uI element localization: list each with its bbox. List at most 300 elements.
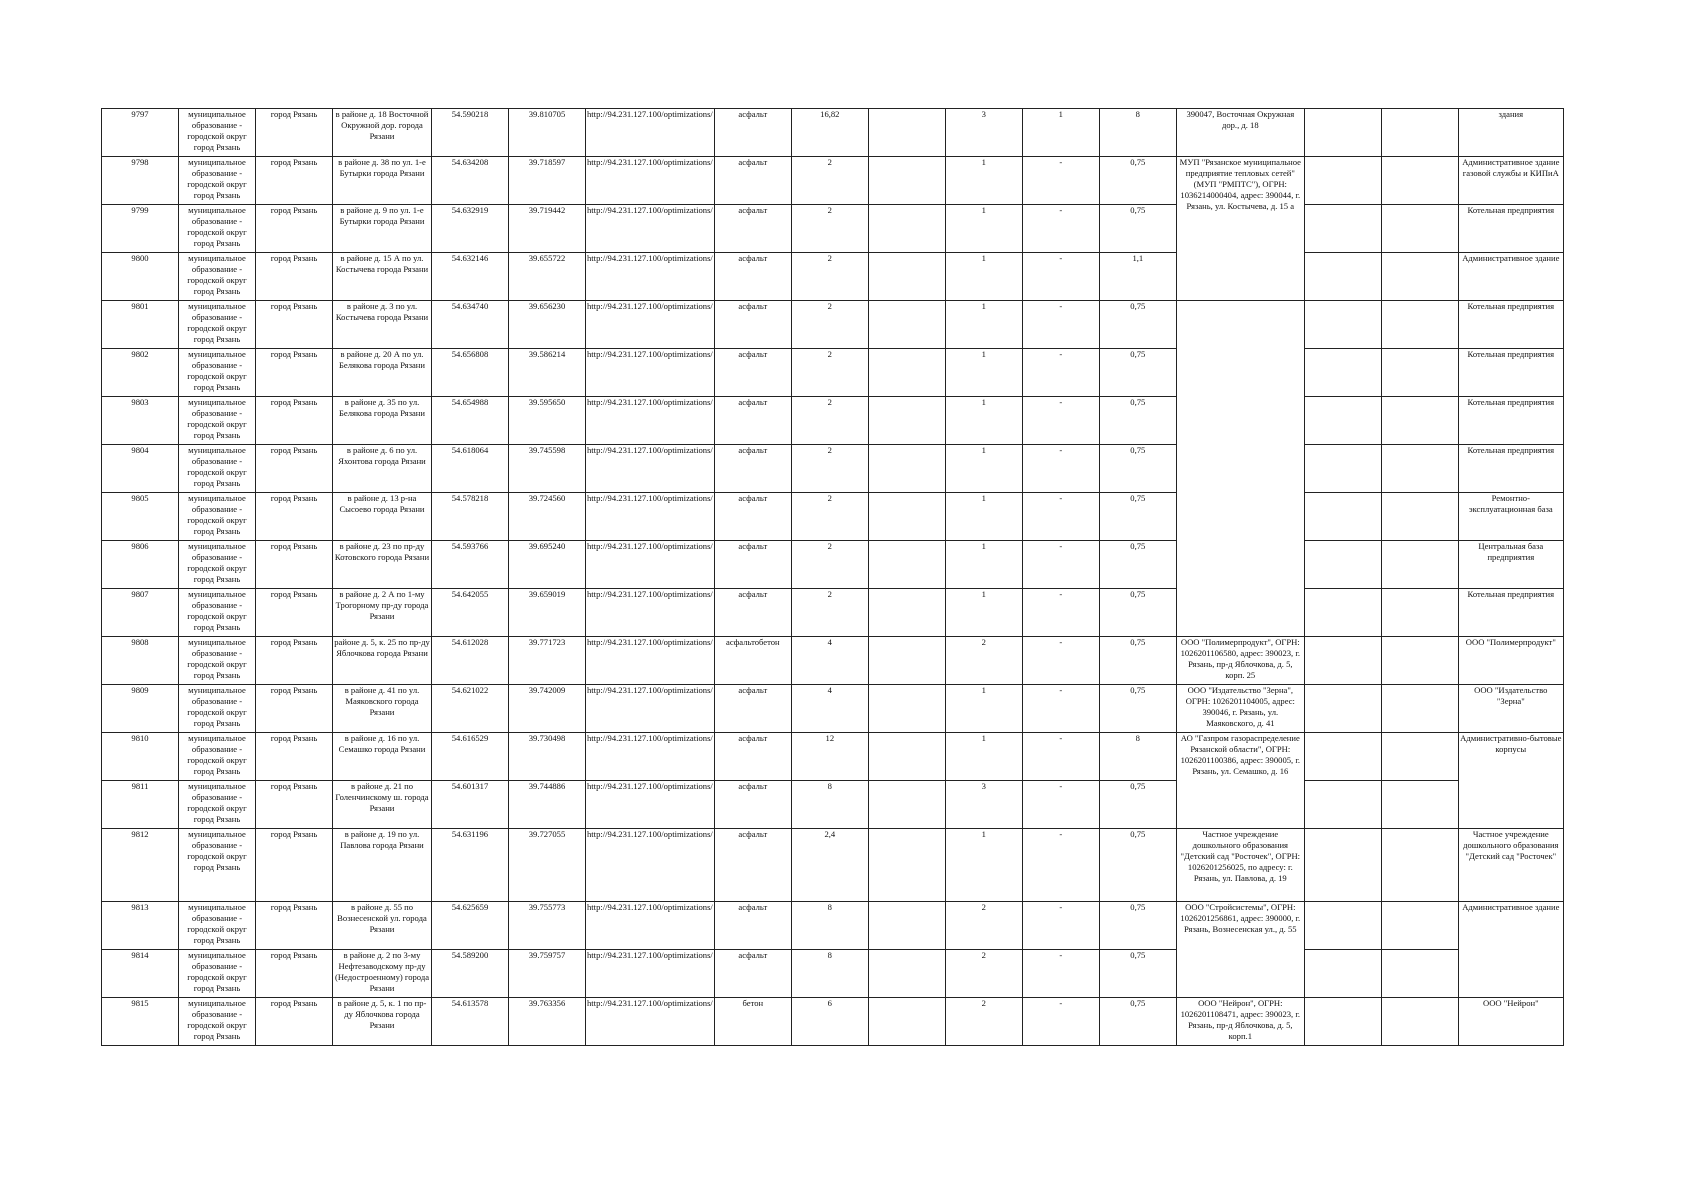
settlement-cell: город Рязань	[256, 109, 333, 157]
volume-cell: 0,75	[1099, 902, 1176, 950]
municipality-cell: муниципальное образование - городской округ город Рязань	[179, 685, 256, 733]
owner-cell: АО "Газпром газораспределение Рязанской области", ОГРН: 1026201100386, адрес: 390005, г. Рязань, ул. Семашко, д. 16	[1176, 733, 1304, 829]
planned-count-cell: -	[1022, 493, 1099, 541]
area-cell: 2,4	[791, 829, 868, 902]
latitude-cell: 54.625659	[432, 902, 509, 950]
latitude-cell: 54.590218	[432, 109, 509, 157]
table-row	[102, 445, 1564, 493]
surface-cell: асфальт	[714, 349, 791, 397]
address-cell: в районе д. 9 по ул. 1-е Бутырки города Рязани	[333, 205, 432, 253]
containers-count-cell: 1	[945, 205, 1022, 253]
address-cell: районе д. 5, к. 25 по пр-ду Яблочкова города Рязани	[333, 637, 432, 685]
longitude-cell: 39.719442	[509, 205, 586, 253]
link-cell: http://94.231.127.100/optimizations/	[586, 998, 715, 1046]
waste-source-cell: Административное здание газовой службы и КИПиА	[1458, 157, 1563, 205]
area-cell: 2	[791, 349, 868, 397]
empty-cell	[1381, 589, 1458, 637]
link-cell: http://94.231.127.100/optimizations/	[586, 589, 715, 637]
waste-source-cell: Административно-бытовые корпусы	[1458, 733, 1563, 829]
surface-cell: асфальт	[714, 205, 791, 253]
containers-count-cell: 1	[945, 685, 1022, 733]
planned-count-cell: -	[1022, 637, 1099, 685]
waste-source-cell: Котельная предприятия	[1458, 589, 1563, 637]
empty-cell	[1304, 637, 1381, 685]
planned-count-cell: -	[1022, 541, 1099, 589]
registry-table	[101, 108, 1564, 1046]
longitude-cell: 39.695240	[509, 541, 586, 589]
area-cell: 12	[791, 733, 868, 781]
settlement-cell: город Рязань	[256, 205, 333, 253]
area-cell: 2	[791, 157, 868, 205]
empty-cell	[1304, 349, 1381, 397]
planned-count-cell: -	[1022, 397, 1099, 445]
row-number: 9811	[102, 781, 179, 829]
waste-source-cell: Котельная предприятия	[1458, 445, 1563, 493]
area-cell: 6	[791, 998, 868, 1046]
settlement-cell: город Рязань	[256, 589, 333, 637]
volume-cell: 8	[1099, 733, 1176, 781]
planned-count-cell: -	[1022, 998, 1099, 1046]
waste-source-cell: ООО "Полимерпродукт"	[1458, 637, 1563, 685]
empty-cell	[1381, 445, 1458, 493]
row-number: 9807	[102, 589, 179, 637]
municipality-cell: муниципальное образование - городской округ город Рязань	[179, 301, 256, 349]
containers-count-cell: 2	[945, 998, 1022, 1046]
row-number: 9799	[102, 205, 179, 253]
longitude-cell: 39.730498	[509, 733, 586, 781]
link-cell: http://94.231.127.100/optimizations/	[586, 493, 715, 541]
containers-count-cell: 1	[945, 589, 1022, 637]
empty-cell	[1381, 493, 1458, 541]
link-cell: http://94.231.127.100/optimizations/	[586, 541, 715, 589]
municipality-cell: муниципальное образование - городской округ город Рязань	[179, 902, 256, 950]
link-cell: http://94.231.127.100/optimizations/	[586, 902, 715, 950]
municipality-cell: муниципальное образование - городской округ город Рязань	[179, 493, 256, 541]
empty-cell	[868, 733, 945, 781]
surface-cell: асфальт	[714, 541, 791, 589]
owner-cell: 390047, Восточная Окружная дор., д. 18	[1176, 109, 1304, 157]
planned-count-cell: -	[1022, 685, 1099, 733]
address-cell: в районе д. 55 по Вознесенской ул. города Рязани	[333, 902, 432, 950]
planned-count-cell: -	[1022, 301, 1099, 349]
settlement-cell: город Рязань	[256, 493, 333, 541]
empty-cell	[1304, 205, 1381, 253]
municipality-cell: муниципальное образование - городской округ город Рязань	[179, 349, 256, 397]
empty-cell	[1304, 998, 1381, 1046]
settlement-cell: город Рязань	[256, 445, 333, 493]
surface-cell: асфальт	[714, 301, 791, 349]
table-row	[102, 950, 1564, 998]
latitude-cell: 54.631196	[432, 829, 509, 902]
settlement-cell: город Рязань	[256, 349, 333, 397]
table-row	[102, 253, 1564, 301]
volume-cell: 8	[1099, 109, 1176, 157]
address-cell: в районе д. 13 р-на Сысоево города Рязани	[333, 493, 432, 541]
row-number: 9802	[102, 349, 179, 397]
longitude-cell: 39.595650	[509, 397, 586, 445]
empty-cell	[1381, 301, 1458, 349]
waste-source-cell: Частное учреждение дошкольного образования "Детский сад "Росточек"	[1458, 829, 1563, 902]
row-number: 9804	[102, 445, 179, 493]
surface-cell: асфальт	[714, 829, 791, 902]
latitude-cell: 54.632919	[432, 205, 509, 253]
area-cell: 8	[791, 950, 868, 998]
containers-count-cell: 1	[945, 733, 1022, 781]
waste-source-cell: Котельная предприятия	[1458, 205, 1563, 253]
longitude-cell: 39.771723	[509, 637, 586, 685]
latitude-cell: 54.601317	[432, 781, 509, 829]
volume-cell: 0,75	[1099, 205, 1176, 253]
surface-cell: асфальт	[714, 733, 791, 781]
link-cell: http://94.231.127.100/optimizations/	[586, 733, 715, 781]
owner-cell: ООО "Стройсистемы", ОГРН: 1026201256861, адрес: 390000, г. Рязань, Вознесенская ул., д. 55	[1176, 902, 1304, 998]
longitude-cell: 39.742009	[509, 685, 586, 733]
volume-cell: 0,75	[1099, 301, 1176, 349]
table-row	[102, 397, 1564, 445]
table-row	[102, 733, 1564, 781]
area-cell: 4	[791, 685, 868, 733]
volume-cell: 0,75	[1099, 829, 1176, 902]
address-cell: в районе д. 20 А по ул. Белякова города Рязани	[333, 349, 432, 397]
volume-cell: 0,75	[1099, 541, 1176, 589]
link-cell: http://94.231.127.100/optimizations/	[586, 253, 715, 301]
table-row	[102, 685, 1564, 733]
empty-cell	[1381, 781, 1458, 829]
planned-count-cell: -	[1022, 445, 1099, 493]
area-cell: 8	[791, 902, 868, 950]
empty-cell	[1304, 541, 1381, 589]
empty-cell	[1304, 253, 1381, 301]
empty-cell	[868, 157, 945, 205]
address-cell: в районе д. 35 по ул. Белякова города Рязани	[333, 397, 432, 445]
municipality-cell: муниципальное образование - городской округ город Рязань	[179, 253, 256, 301]
longitude-cell: 39.759757	[509, 950, 586, 998]
surface-cell: асфальт	[714, 253, 791, 301]
longitude-cell: 39.586214	[509, 349, 586, 397]
area-cell: 2	[791, 493, 868, 541]
empty-cell	[1381, 157, 1458, 205]
municipality-cell: муниципальное образование - городской округ город Рязань	[179, 637, 256, 685]
owner-cell: ООО "Полимерпродукт", ОГРН: 1026201106580, адрес: 390023, г. Рязань, пр-д Яблочкова, д. 5, корп. 25	[1176, 637, 1304, 685]
municipality-cell: муниципальное образование - городской округ город Рязань	[179, 157, 256, 205]
area-cell: 2	[791, 301, 868, 349]
empty-cell	[1304, 950, 1381, 998]
link-cell: http://94.231.127.100/optimizations/	[586, 157, 715, 205]
settlement-cell: город Рязань	[256, 541, 333, 589]
address-cell: в районе д. 38 по ул. 1-е Бутырки города Рязани	[333, 157, 432, 205]
settlement-cell: город Рязань	[256, 950, 333, 998]
row-number: 9805	[102, 493, 179, 541]
latitude-cell: 54.656808	[432, 349, 509, 397]
empty-cell	[1381, 397, 1458, 445]
owner-cell: ООО "Издательство "Зерна", ОГРН: 1026201104005, адрес: 390046, г. Рязань, ул. Маяковского, д. 41	[1176, 685, 1304, 733]
link-cell: http://94.231.127.100/optimizations/	[586, 685, 715, 733]
waste-source-cell: Котельная предприятия	[1458, 397, 1563, 445]
volume-cell: 0,75	[1099, 950, 1176, 998]
municipality-cell: муниципальное образование - городской округ город Рязань	[179, 998, 256, 1046]
link-cell: http://94.231.127.100/optimizations/	[586, 109, 715, 157]
table-row	[102, 301, 1564, 349]
table-row	[102, 829, 1564, 902]
latitude-cell: 54.634208	[432, 157, 509, 205]
containers-count-cell: 3	[945, 781, 1022, 829]
planned-count-cell: -	[1022, 157, 1099, 205]
area-cell: 8	[791, 781, 868, 829]
empty-cell	[1304, 397, 1381, 445]
address-cell: в районе д. 15 А по ул. Костычева города Рязани	[333, 253, 432, 301]
area-cell: 2	[791, 397, 868, 445]
settlement-cell: город Рязань	[256, 253, 333, 301]
latitude-cell: 54.621022	[432, 685, 509, 733]
area-cell: 2	[791, 445, 868, 493]
latitude-cell: 54.632146	[432, 253, 509, 301]
municipality-cell: муниципальное образование - городской округ город Рязань	[179, 950, 256, 998]
volume-cell: 0,75	[1099, 998, 1176, 1046]
municipality-cell: муниципальное образование - городской округ город Рязань	[179, 541, 256, 589]
empty-cell	[868, 829, 945, 902]
settlement-cell: город Рязань	[256, 397, 333, 445]
area-cell: 2	[791, 541, 868, 589]
address-cell: в районе д. 19 по ул. Павлова города Рязани	[333, 829, 432, 902]
empty-cell	[1381, 902, 1458, 950]
empty-cell	[1304, 902, 1381, 950]
table-row	[102, 637, 1564, 685]
planned-count-cell: -	[1022, 589, 1099, 637]
planned-count-cell: -	[1022, 733, 1099, 781]
planned-count-cell: -	[1022, 253, 1099, 301]
empty-cell	[1381, 950, 1458, 998]
area-cell: 16,82	[791, 109, 868, 157]
address-cell: в районе д. 3 по ул. Костычева города Рязани	[333, 301, 432, 349]
empty-cell	[1304, 301, 1381, 349]
surface-cell: асфальт	[714, 781, 791, 829]
empty-cell	[868, 902, 945, 950]
empty-cell	[868, 445, 945, 493]
table-row	[102, 541, 1564, 589]
table-row	[102, 902, 1564, 950]
table-row	[102, 205, 1564, 253]
link-cell: http://94.231.127.100/optimizations/	[586, 205, 715, 253]
longitude-cell: 39.656230	[509, 301, 586, 349]
empty-cell	[1304, 733, 1381, 781]
volume-cell: 0,75	[1099, 637, 1176, 685]
address-cell: в районе д. 2 по 3-му Нефтезаводскому пр-ду (Недостроенному) города Рязани	[333, 950, 432, 998]
empty-cell	[868, 541, 945, 589]
longitude-cell: 39.724560	[509, 493, 586, 541]
empty-cell	[1381, 637, 1458, 685]
municipality-cell: муниципальное образование - городской округ город Рязань	[179, 781, 256, 829]
link-cell: http://94.231.127.100/optimizations/	[586, 950, 715, 998]
containers-count-cell: 3	[945, 109, 1022, 157]
municipality-cell: муниципальное образование - городской округ город Рязань	[179, 733, 256, 781]
empty-cell	[1304, 109, 1381, 157]
row-number: 9801	[102, 301, 179, 349]
longitude-cell: 39.659019	[509, 589, 586, 637]
latitude-cell: 54.642055	[432, 589, 509, 637]
empty-cell	[868, 349, 945, 397]
empty-cell	[1381, 541, 1458, 589]
empty-cell	[868, 950, 945, 998]
link-cell: http://94.231.127.100/optimizations/	[586, 829, 715, 902]
volume-cell: 1,1	[1099, 253, 1176, 301]
address-cell: в районе д. 18 Восточной Окружной дор. города Рязани	[333, 109, 432, 157]
volume-cell: 0,75	[1099, 349, 1176, 397]
latitude-cell: 54.589200	[432, 950, 509, 998]
area-cell: 2	[791, 205, 868, 253]
link-cell: http://94.231.127.100/optimizations/	[586, 301, 715, 349]
volume-cell: 0,75	[1099, 781, 1176, 829]
waste-source-cell: Центральная база предприятия	[1458, 541, 1563, 589]
volume-cell: 0,75	[1099, 157, 1176, 205]
empty-cell	[868, 589, 945, 637]
planned-count-cell: -	[1022, 349, 1099, 397]
latitude-cell: 54.578218	[432, 493, 509, 541]
address-cell: в районе д. 2 А по 1-му Трогорному пр-ду города Рязани	[333, 589, 432, 637]
containers-count-cell: 1	[945, 253, 1022, 301]
volume-cell: 0,75	[1099, 445, 1176, 493]
surface-cell: асфальт	[714, 902, 791, 950]
surface-cell: асфальт	[714, 685, 791, 733]
waste-source-cell: Котельная предприятия	[1458, 349, 1563, 397]
surface-cell: асфальт	[714, 109, 791, 157]
table-row	[102, 998, 1564, 1046]
containers-count-cell: 1	[945, 445, 1022, 493]
surface-cell: асфальт	[714, 493, 791, 541]
area-cell: 2	[791, 589, 868, 637]
longitude-cell: 39.718597	[509, 157, 586, 205]
containers-count-cell: 1	[945, 397, 1022, 445]
owner-cell	[1176, 301, 1304, 637]
latitude-cell: 54.634740	[432, 301, 509, 349]
settlement-cell: город Рязань	[256, 902, 333, 950]
containers-count-cell: 1	[945, 349, 1022, 397]
address-cell: в районе д. 16 по ул. Семашко города Рязани	[333, 733, 432, 781]
surface-cell: асфальт	[714, 950, 791, 998]
waste-source-cell: Административное здание	[1458, 253, 1563, 301]
containers-count-cell: 1	[945, 301, 1022, 349]
row-number: 9803	[102, 397, 179, 445]
table-row	[102, 781, 1564, 829]
owner-cell: МУП "Рязанское муниципальное предприятие тепловых сетей" (МУП "РМПТС"), ОГРН: 1036214000404, адрес: 390044, г. Рязань, ул. Костычева, д. 15 а	[1176, 157, 1304, 301]
planned-count-cell: -	[1022, 829, 1099, 902]
owner-cell: ООО "Нейрон", ОГРН: 1026201108471, адрес: 390023, г. Рязань, пр-д Яблочкова, д. 5, корп.1	[1176, 998, 1304, 1046]
address-cell: в районе д. 23 по пр-ду Котовского города Рязани	[333, 541, 432, 589]
settlement-cell: город Рязань	[256, 998, 333, 1046]
empty-cell	[1381, 829, 1458, 902]
empty-cell	[1304, 157, 1381, 205]
surface-cell: асфальт	[714, 397, 791, 445]
surface-cell: асфальт	[714, 589, 791, 637]
empty-cell	[1304, 445, 1381, 493]
row-number: 9808	[102, 637, 179, 685]
area-cell: 2	[791, 253, 868, 301]
settlement-cell: город Рязань	[256, 685, 333, 733]
link-cell: http://94.231.127.100/optimizations/	[586, 781, 715, 829]
row-number: 9810	[102, 733, 179, 781]
empty-cell	[868, 493, 945, 541]
containers-count-cell: 2	[945, 902, 1022, 950]
link-cell: http://94.231.127.100/optimizations/	[586, 349, 715, 397]
surface-cell: бетон	[714, 998, 791, 1046]
municipality-cell: муниципальное образование - городской округ город Рязань	[179, 109, 256, 157]
row-number: 9812	[102, 829, 179, 902]
containers-count-cell: 1	[945, 157, 1022, 205]
row-number: 9809	[102, 685, 179, 733]
longitude-cell: 39.755773	[509, 902, 586, 950]
containers-count-cell: 1	[945, 541, 1022, 589]
empty-cell	[868, 109, 945, 157]
row-number: 9806	[102, 541, 179, 589]
planned-count-cell: -	[1022, 781, 1099, 829]
empty-cell	[1381, 685, 1458, 733]
longitude-cell: 39.655722	[509, 253, 586, 301]
table-row	[102, 493, 1564, 541]
area-cell: 4	[791, 637, 868, 685]
municipality-cell: муниципальное образование - городской округ город Рязань	[179, 589, 256, 637]
empty-cell	[1304, 781, 1381, 829]
empty-cell	[868, 253, 945, 301]
volume-cell: 0,75	[1099, 685, 1176, 733]
link-cell: http://94.231.127.100/optimizations/	[586, 445, 715, 493]
containers-count-cell: 1	[945, 493, 1022, 541]
row-number: 9797	[102, 109, 179, 157]
empty-cell	[868, 205, 945, 253]
volume-cell: 0,75	[1099, 589, 1176, 637]
latitude-cell: 54.613578	[432, 998, 509, 1046]
longitude-cell: 39.727055	[509, 829, 586, 902]
row-number: 9813	[102, 902, 179, 950]
empty-cell	[1381, 733, 1458, 781]
row-number: 9798	[102, 157, 179, 205]
settlement-cell: город Рязань	[256, 733, 333, 781]
empty-cell	[1304, 829, 1381, 902]
table-row	[102, 109, 1564, 157]
waste-source-cell: ООО "Издательство "Зерна"	[1458, 685, 1563, 733]
address-cell: в районе д. 5, к. 1 по пр-ду Яблочкова города Рязани	[333, 998, 432, 1046]
empty-cell	[1381, 253, 1458, 301]
empty-cell	[1381, 109, 1458, 157]
surface-cell: асфальт	[714, 445, 791, 493]
settlement-cell: город Рязань	[256, 301, 333, 349]
settlement-cell: город Рязань	[256, 829, 333, 902]
row-number: 9815	[102, 998, 179, 1046]
municipality-cell: муниципальное образование - городской округ город Рязань	[179, 397, 256, 445]
empty-cell	[1381, 205, 1458, 253]
empty-cell	[1381, 998, 1458, 1046]
address-cell: в районе д. 6 по ул. Яхонтова города Рязани	[333, 445, 432, 493]
empty-cell	[868, 685, 945, 733]
latitude-cell: 54.593766	[432, 541, 509, 589]
table-row	[102, 589, 1564, 637]
volume-cell: 0,75	[1099, 493, 1176, 541]
empty-cell	[868, 301, 945, 349]
empty-cell	[1381, 349, 1458, 397]
settlement-cell: город Рязань	[256, 157, 333, 205]
empty-cell	[1304, 589, 1381, 637]
empty-cell	[868, 781, 945, 829]
municipality-cell: муниципальное образование - городской округ город Рязань	[179, 205, 256, 253]
owner-cell: Частное учреждение дошкольного образования "Детский сад "Росточек", ОГРН: 1026201256025, по адресу: г. Рязань, ул. Павлова, д. 19	[1176, 829, 1304, 902]
planned-count-cell: -	[1022, 205, 1099, 253]
waste-source-cell: ООО "Нейрон"	[1458, 998, 1563, 1046]
municipality-cell: муниципальное образование - городской округ город Рязань	[179, 445, 256, 493]
latitude-cell: 54.612028	[432, 637, 509, 685]
planned-count-cell: -	[1022, 902, 1099, 950]
longitude-cell: 39.744886	[509, 781, 586, 829]
link-cell: http://94.231.127.100/optimizations/	[586, 637, 715, 685]
volume-cell: 0,75	[1099, 397, 1176, 445]
link-cell: http://94.231.127.100/optimizations/	[586, 397, 715, 445]
